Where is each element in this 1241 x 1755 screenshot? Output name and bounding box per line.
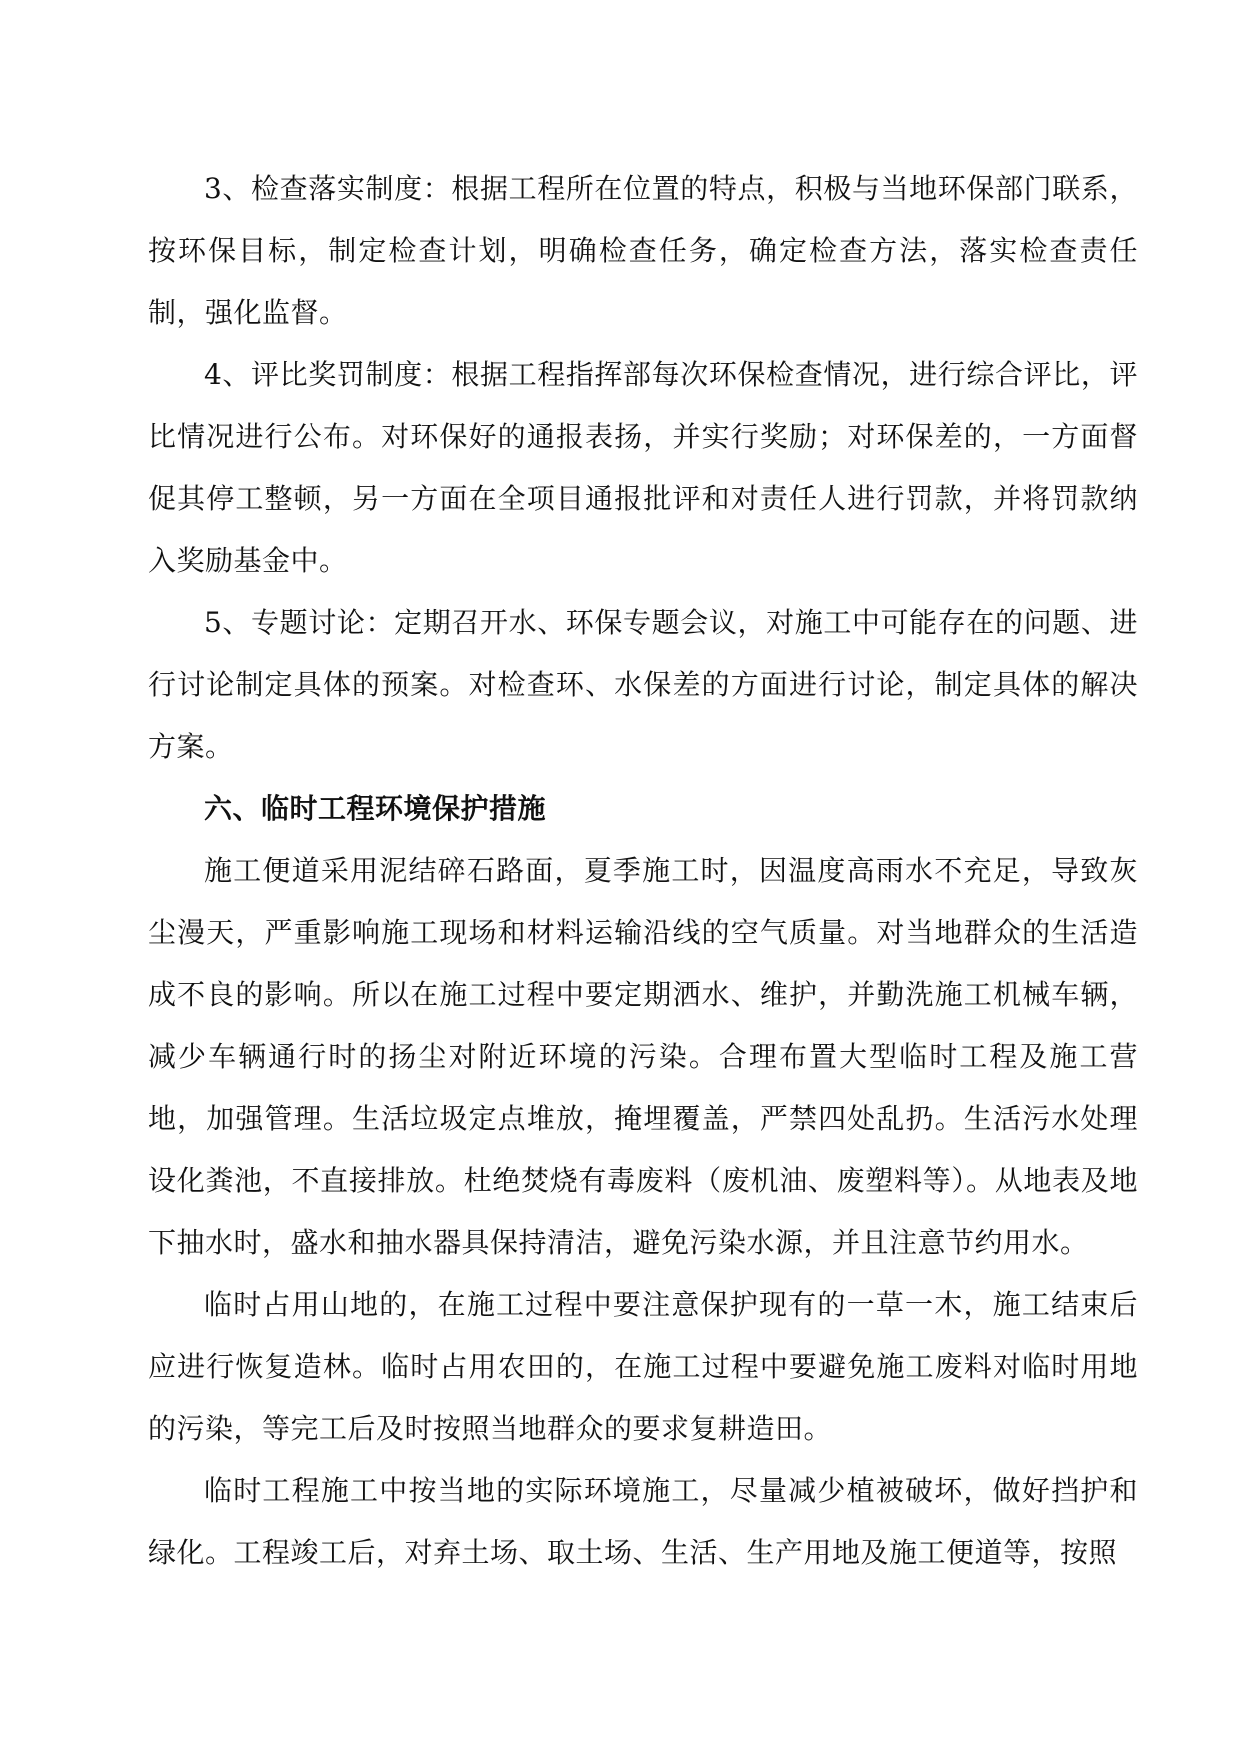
paragraph-reward-penalty-system: 4、评比奖罚制度：根据工程指挥部每次环保检查情况，进行综合评比，评比情况进行公布。对环保好的通报表扬，并实行奖励；对环保差的，一方面督促其停工整顿，另一方面在全项目通报批评和对责任人进行罚款，并将罚款纳入奖励基金中。 xyxy=(148,358,1138,577)
paragraph-inspection-system: 3、检查落实制度：根据工程所在位置的特点，积极与当地环保部门联系，按环保目标，制定检查计划，明确检查任务，确定检查方法，落实检查责任制，强化监督。 xyxy=(148,172,1138,329)
section-heading: 六、临时工程环境保护措施 xyxy=(204,792,547,825)
document-body xyxy=(148,158,1138,1584)
paragraph-special-discussion: 5、专题讨论：定期召开水、环保专题会议，对施工中可能存在的问题、进行讨论制定具体的预案。对检查环、水保差的方面进行讨论，制定具体的解决方案。 xyxy=(148,606,1138,763)
paragraph-temporary-land: 临时占用山地的，在施工过程中要注意保护现有的一草一木，施工结束后应进行恢复造林。临时占用农田的，在施工过程中要避免施工废料对临时用地的污染，等完工后及时按照当地群众的要求复耕造田。 xyxy=(148,1288,1138,1445)
paragraph-temporary-works: 临时工程施工中按当地的实际环境施工，尽量减少植被破坏，做好挡护和绿化。工程竣工后，对弃土场、取土场、生活、生产用地及施工便道等，按照 xyxy=(148,1474,1138,1569)
paragraph-temporary-road: 施工便道采用泥结碎石路面，夏季施工时，因温度高雨水不充足，导致灰尘漫天，严重影响施工现场和材料运输沿线的空气质量。对当地群众的生活造成不良的影响。所以在施工过程中要定期洒水、维护，并勤洗施工机械车辆，减少车辆通行时的扬尘对附近环境的污染。合理布置大型临时工程及施工营地，加强管理。生活垃圾定点堆放，掩埋覆盖，严禁四处乱扔。生活污水处理设化粪池，不直接排放。杜绝焚烧有毒废料（废机油、废塑料等）。从地表及地下抽水时，盛水和抽水器具保持清洁，避免污染水源，并且注意节约用水。 xyxy=(148,854,1138,1259)
